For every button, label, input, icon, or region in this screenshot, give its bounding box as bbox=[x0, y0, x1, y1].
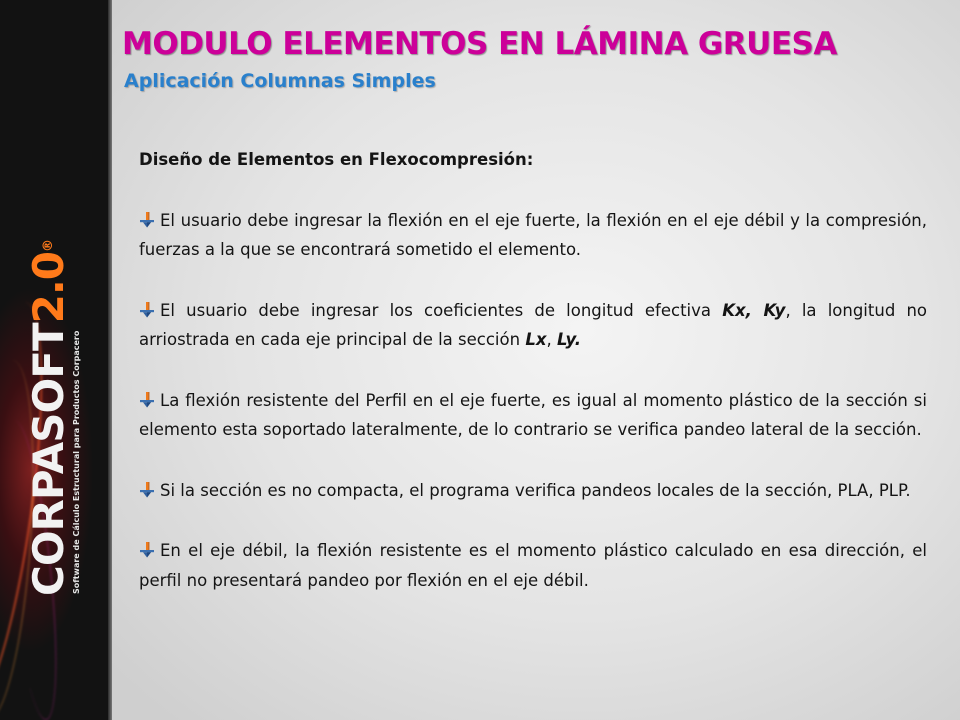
logo-wordmark: CORPASOFT2.0® bbox=[24, 240, 73, 596]
slide-subtitle: Aplicación Columnas Simples bbox=[124, 70, 436, 92]
length-ly: Ly. bbox=[556, 330, 581, 349]
bullet-item: En el eje débil, la flexión resistente es el momento plástico calculado en esa dirección, el perfil no presentará pandeo por flexión en el eje débil. bbox=[139, 541, 927, 590]
bullet-arrow-icon bbox=[139, 212, 155, 228]
logo-tagline: Software de Cálculo Estructural para Productos Corpacero bbox=[72, 330, 81, 594]
bullet-arrow-icon bbox=[139, 542, 155, 558]
length-lx: Lx bbox=[525, 330, 547, 349]
section-heading: Diseño de Elementos en Flexocompresión: bbox=[139, 150, 534, 169]
coef-kx-ky: Kx, Ky bbox=[722, 300, 786, 320]
bullet-arrow-icon bbox=[139, 302, 155, 318]
bullet-item: El usuario debe ingresar los coeficientes de longitud efectiva Kx, Ky, la longitud no arriostrada en cada eje principal de la sección Lx, Ly. bbox=[139, 300, 928, 349]
bullet-item: El usuario debe ingresar la flexión en el eje fuerte, la flexión en el eje débil y la compresión, fuerzas a la que se encontrará sometido el elemento. bbox=[139, 210, 927, 259]
slide-body bbox=[139, 145, 927, 595]
brand-sidebar bbox=[0, 0, 112, 720]
bullet-item: Si la sección es no compacta, el programa verifica pandeos locales de la sección, PLA, PLP. bbox=[139, 476, 927, 506]
bullet-arrow-icon bbox=[139, 392, 155, 408]
slide-title: MODULO ELEMENTOS EN LÁMINA GRUESA bbox=[122, 26, 837, 62]
corpasoft-logo bbox=[24, 240, 87, 596]
bullet-arrow-icon bbox=[139, 482, 155, 498]
bullet-item: La flexión resistente del Perfil en el eje fuerte, es igual al momento plástico de la sección si elemento esta soportado lateralmente, de lo contrario se verifica pandeo lateral de la sección. bbox=[139, 390, 927, 439]
